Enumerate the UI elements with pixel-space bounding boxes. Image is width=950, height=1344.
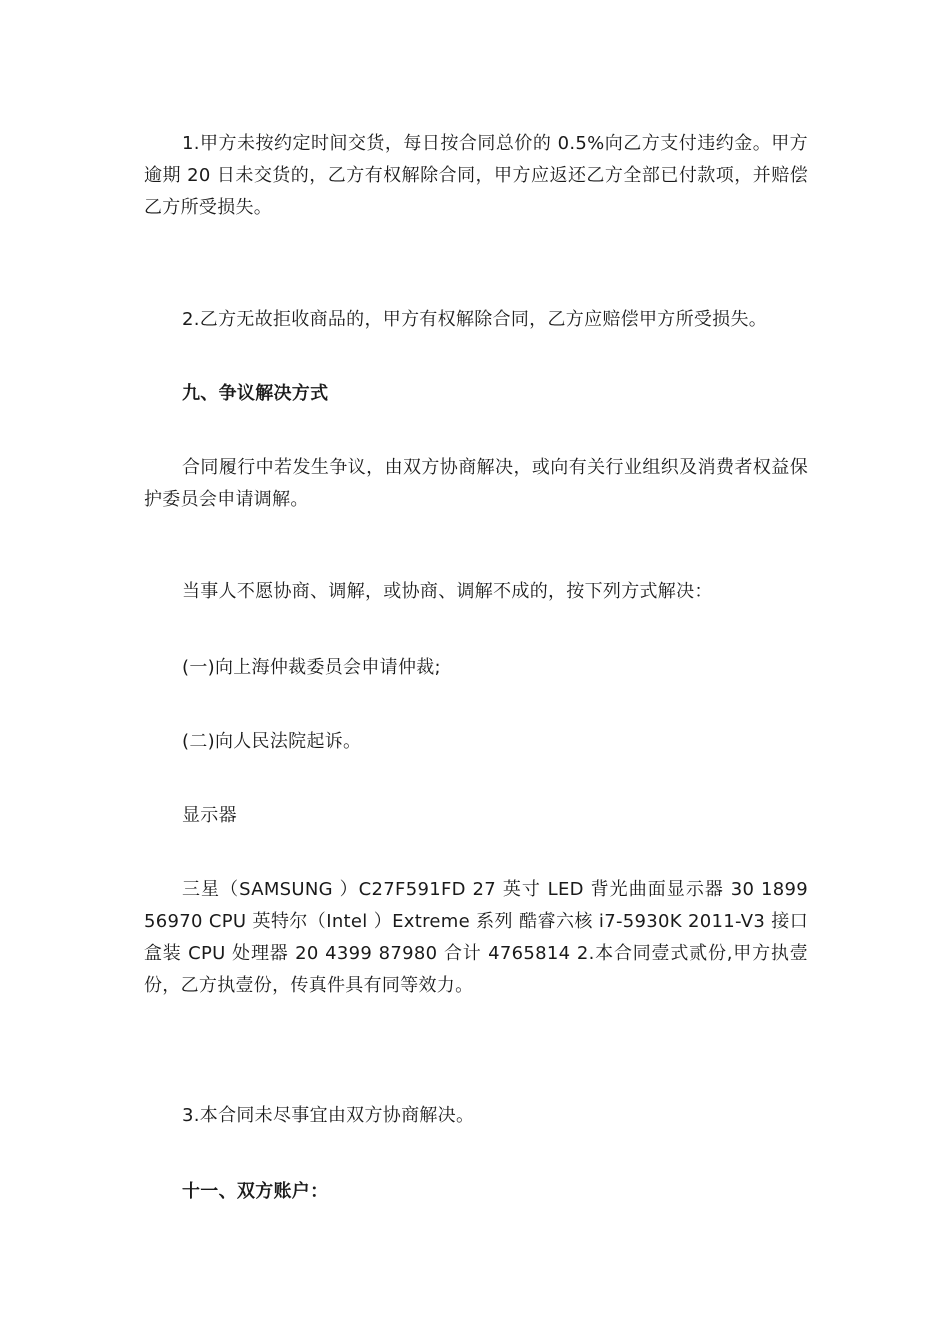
clause-late-delivery: 1.甲方未按约定时间交货，每日按合同总价的 0.5%向乙方支付违约金。甲方逾期 20 日未交货的，乙方有权解除合同，甲方应返还乙方全部已付款项，并赔偿乙方所受损失。 <box>144 133 808 218</box>
product-category-label: 显示器 <box>182 805 237 826</box>
option-arbitration: (一)向上海仲裁委员会申请仲裁; <box>182 657 441 678</box>
section-heading-accounts: 十一、双方账户： <box>182 1181 329 1202</box>
product-details: 三星（SAMSUNG ）C27F591FD 27 英寸 LED 背光曲面显示器 30 1899 56970 CPU 英特尔（Intel ）Extreme 系列 酷睿六核 i7-5930K 2011-V3 接口盒装 CPU 处理器 20 4399 87980 合计 4765814 2.本合同壹式贰份,甲方执壹份，乙方执壹份，传真件具有同等效力。 <box>144 879 809 996</box>
option-court: (二)向人民法院起诉。 <box>182 731 362 752</box>
section-heading-dispute: 九、争议解决方式 <box>182 383 329 404</box>
clause-negotiation: 合同履行中若发生争议，由双方协商解决，或向有关行业组织及消费者权益保护委员会申请调解。 <box>144 457 808 510</box>
clause-resolution-methods: 当事人不愿协商、调解，或协商、调解不成的，按下列方式解决： <box>182 581 713 602</box>
clause-unresolved-matters: 3.本合同未尽事宜由双方协商解决。 <box>182 1105 475 1126</box>
clause-refusal: 2.乙方无故拒收商品的，甲方有权解除合同，乙方应赔偿甲方所受损失。 <box>182 309 768 330</box>
